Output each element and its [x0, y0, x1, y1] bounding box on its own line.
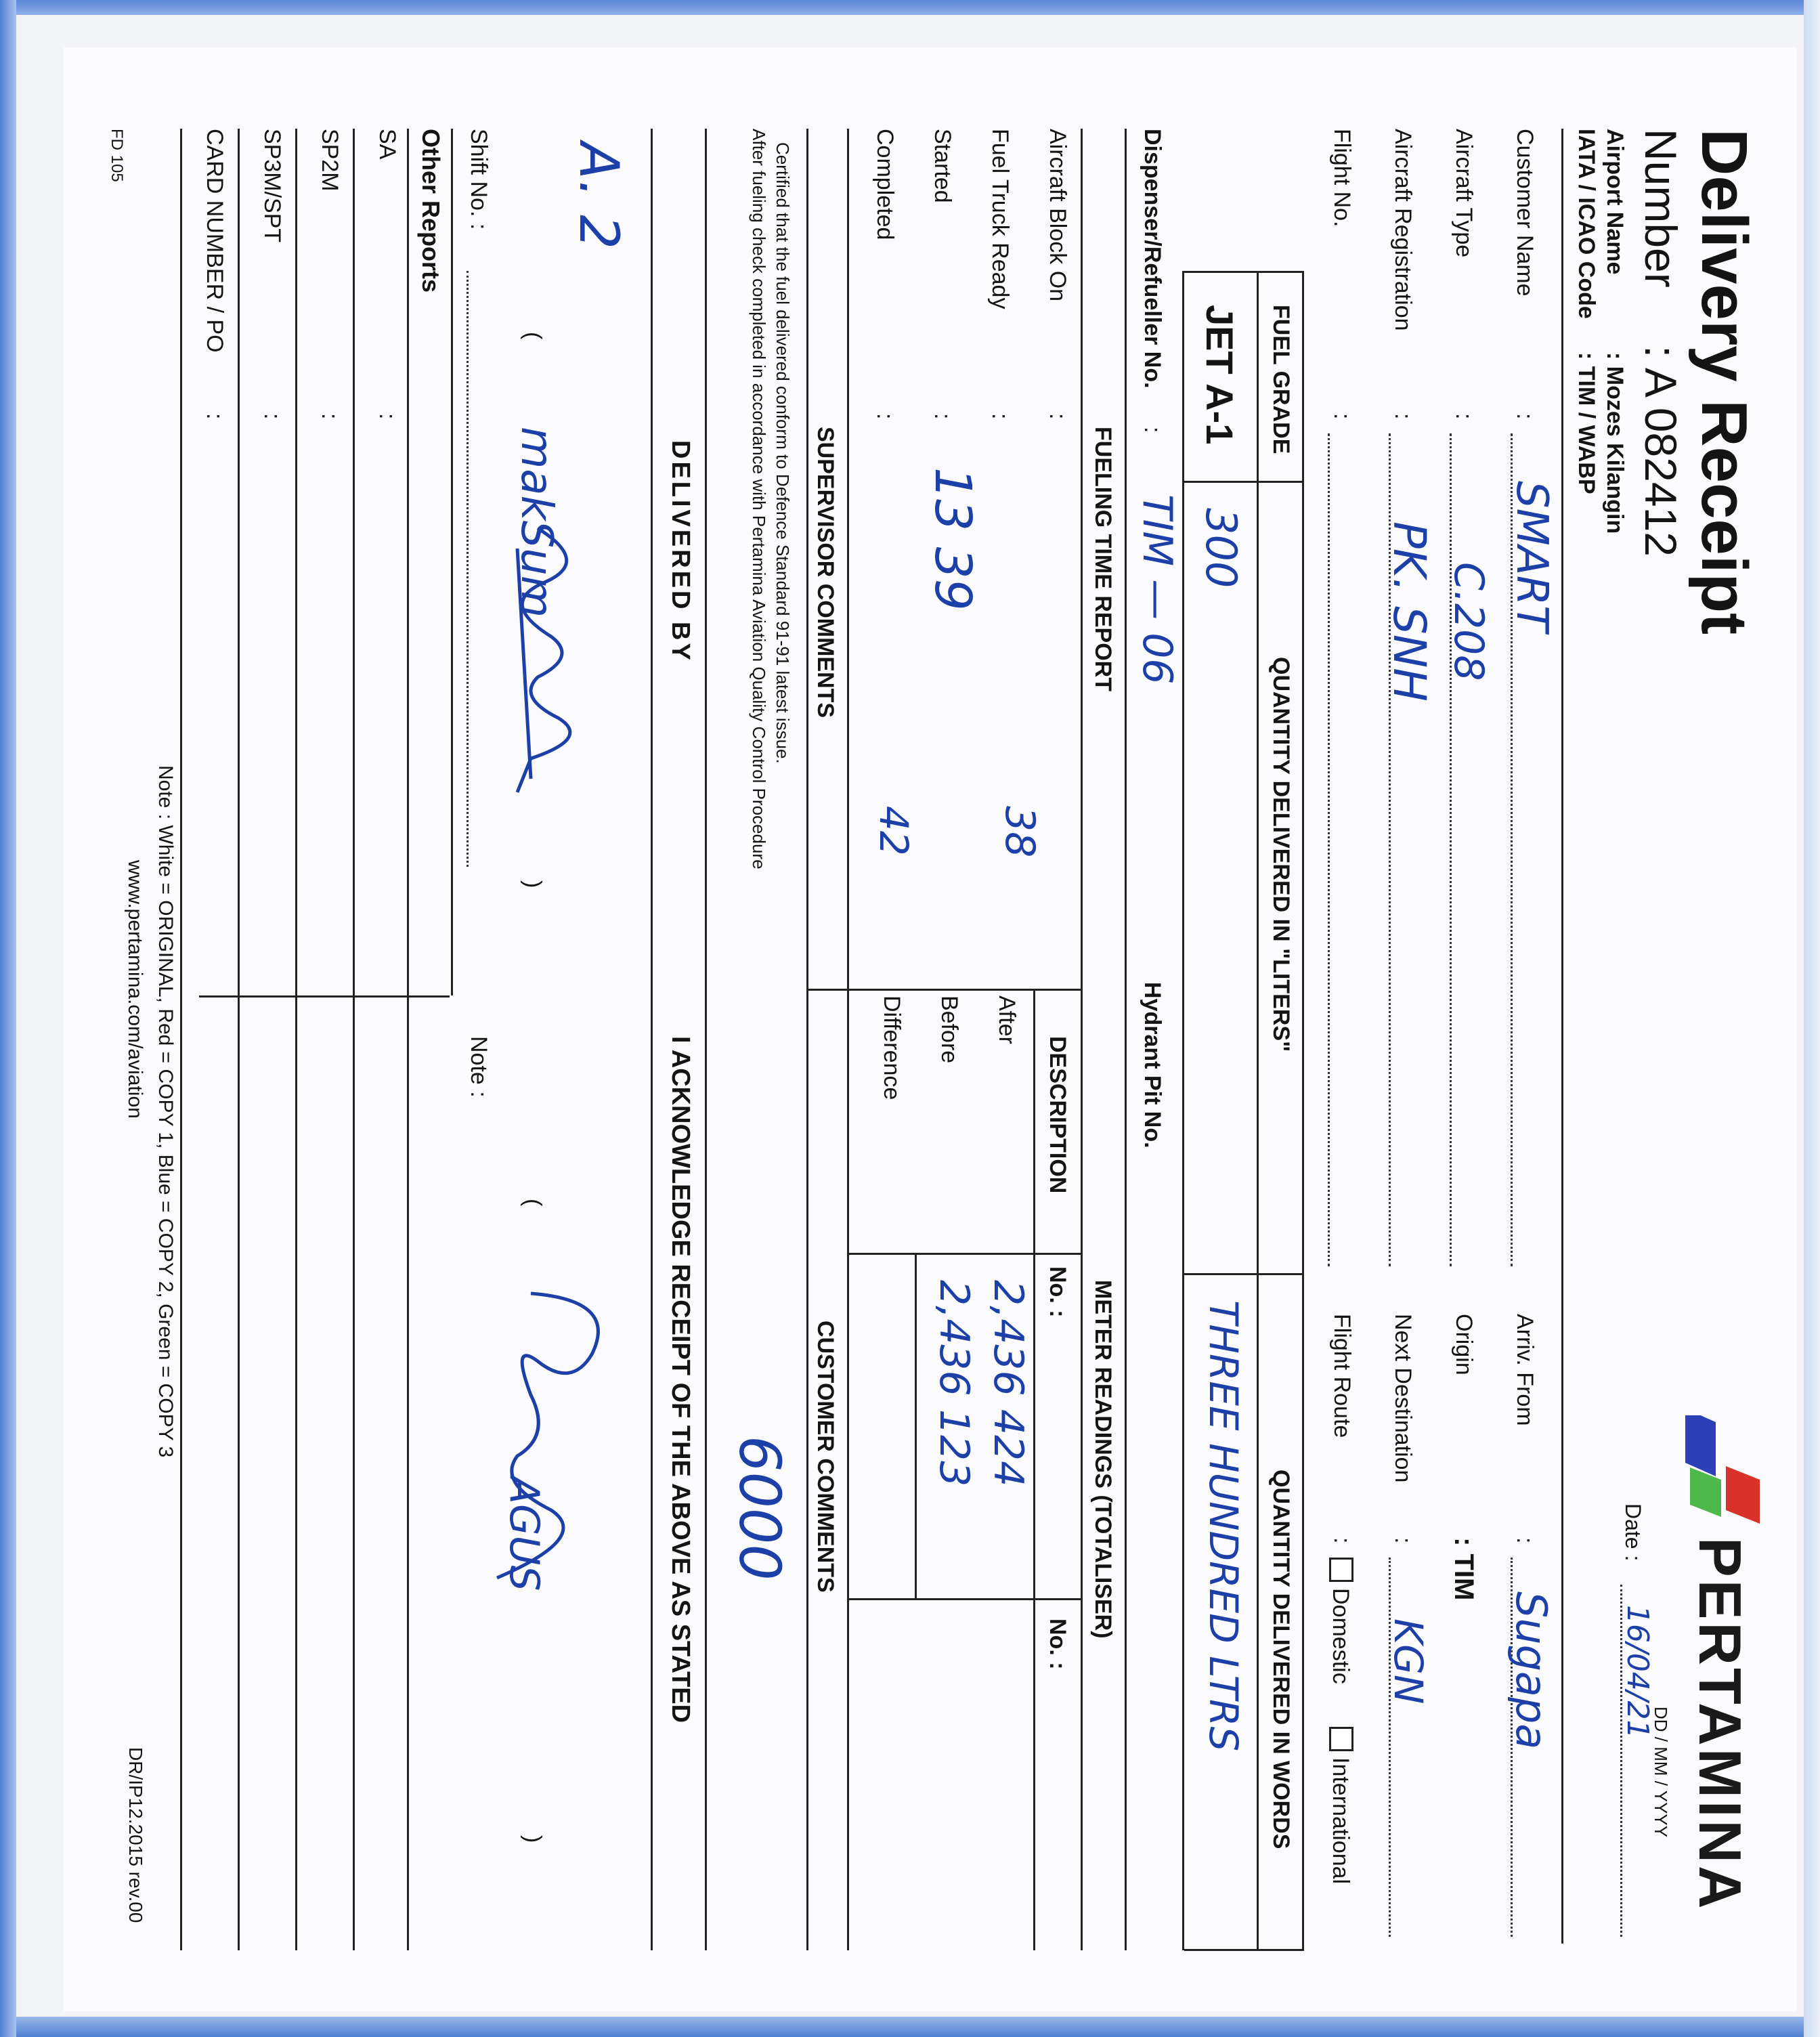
international-label: International — [1328, 1757, 1353, 1885]
delivered-by-name: makSum — [511, 427, 561, 618]
delivered-by-title: DELIVERED BY — [666, 440, 695, 663]
number-value: : A 082412 — [1636, 345, 1686, 557]
pad-edge-left — [0, 0, 16, 2037]
customer-name-colon: : — [1512, 413, 1538, 420]
next-destination-colon: : — [1390, 1537, 1416, 1544]
next-destination-value: KGN — [1385, 1618, 1431, 1704]
next-destination-label: Next Destination — [1390, 1314, 1416, 1483]
pad-edge-bottom — [0, 2017, 1820, 2037]
hydrant-pit-label: Hydrant Pit No. — [1140, 982, 1165, 1149]
form-code: FD 105 — [108, 129, 126, 182]
fueling-row-colon: : — [930, 413, 955, 420]
acknowledge-name: AGUS — [500, 1476, 548, 1591]
next-destination-line — [1389, 1558, 1391, 1937]
fuel-grade-label: FUEL GRADE — [1268, 305, 1294, 454]
ack-note-label: Note : — [466, 1036, 492, 1098]
other-reports-top-rule — [451, 129, 453, 995]
fueling-row-label: Fuel Truck Ready — [987, 129, 1013, 309]
ack-close-paren: ) — [520, 1835, 546, 1843]
flight-no-line[interactable] — [1328, 433, 1330, 1266]
meter-description-header: DESCRIPTION — [1045, 1036, 1070, 1194]
report-row-rule — [180, 129, 182, 1950]
date-label: Date : — [1621, 1503, 1645, 1562]
pad-edge-top — [0, 0, 1820, 15]
open-paren: ( — [520, 332, 546, 340]
brand-name: PERTAMINA — [1687, 1537, 1754, 1912]
customer-comments-title: CUSTOMER COMMENTS — [812, 1321, 838, 1593]
airport-name-value: : Mozes Kilangin — [1602, 352, 1628, 534]
fueling-row-label: Completed — [872, 129, 898, 240]
aircraft-registration-colon: : — [1390, 413, 1416, 420]
number-label: Number — [1636, 129, 1686, 288]
shift-no-label: Shift No. : — [466, 129, 492, 230]
dispenser-colon: : — [1140, 427, 1165, 433]
report-row-colon: : — [259, 413, 285, 420]
customer-comments-value: 6000 — [727, 1436, 793, 1581]
supervisor-comments-title: SUPERVISOR COMMENTS — [812, 427, 838, 719]
flight-route-label: Flight Route — [1329, 1314, 1355, 1438]
aircraft-registration-value: PK. SNH — [1383, 521, 1435, 702]
fuel-col-divider-1 — [1184, 481, 1304, 483]
qty-liters-value: 300 — [1196, 508, 1246, 588]
customer-name-label: Customer Name — [1512, 129, 1538, 297]
revision-code: DR/IP12.2015 rev.00 — [125, 1747, 146, 1923]
report-row-label: SP3M/SPT — [259, 129, 285, 243]
fueling-row-colon: : — [987, 413, 1013, 420]
report-row-label: SA — [374, 129, 400, 160]
pad-edge-right — [1804, 0, 1820, 2037]
qty-words-value: THREE HUNDRED LTRS — [1200, 1300, 1247, 1752]
acknowledge-title: I ACKNOWLEDGE RECEIPT OF THE ABOVE AS STATED — [666, 1036, 695, 1723]
comments-header-rule — [806, 129, 808, 1950]
fuel-grade-value: JET A-1 — [1198, 305, 1241, 445]
report-row-rule — [295, 129, 297, 1950]
iata-icao-label: IATA / ICAO Code — [1574, 129, 1599, 319]
aircraft-type-value: C.208 — [1445, 562, 1492, 681]
fuel-section-top-rule — [1302, 271, 1304, 1950]
meter-no-header: No. : — [1045, 1266, 1070, 1318]
report-row-label: SP2M — [317, 129, 343, 192]
arriv-from-value: Sugapa — [1507, 1591, 1556, 1750]
origin-label: Origin — [1451, 1314, 1477, 1375]
date-value: 16/04/21 — [1620, 1605, 1655, 1739]
fuel-value-rule — [1182, 271, 1184, 1950]
meter-row-label: Difference — [879, 995, 905, 1100]
handwritten-initials: A. 2 — [567, 142, 630, 249]
comments-top-rule — [847, 129, 849, 1950]
qty-words-label: QUANTITY DELIVERED IN WORDS — [1268, 1470, 1294, 1849]
report-row-colon: : — [202, 413, 228, 420]
meter-col-divider-1 — [849, 1253, 1083, 1255]
meter-row-label: Before — [936, 995, 962, 1064]
time-section-header-rule — [1081, 129, 1083, 1950]
report-row-colon: : — [317, 413, 343, 420]
other-reports-header-rule — [407, 129, 409, 1950]
time-section-top-rule — [1125, 129, 1127, 1950]
delivered-top-rule — [705, 129, 707, 1950]
arriv-from-label: Arriv. From — [1512, 1314, 1538, 1426]
fueling-row-value: 13 39 — [924, 467, 982, 611]
website: www.pertamina.com/aviation — [124, 860, 146, 1119]
fuel-col-divider-right — [1184, 1949, 1304, 1951]
fueling-row-colon: : — [1045, 413, 1070, 420]
delivery-receipt-sheet — [64, 47, 1797, 2011]
aircraft-registration-label: Aircraft Registration — [1390, 129, 1416, 331]
meter-title: METER READINGS (TOTALISER) — [1090, 1280, 1116, 1639]
fueling-row-label: Started — [930, 129, 955, 203]
fuel-col-divider-left — [1184, 271, 1304, 273]
meter-row-value: 2,436 424 — [984, 1280, 1032, 1487]
other-reports-title: Other Reports — [417, 129, 445, 293]
flight-no-colon: : — [1329, 413, 1355, 420]
receipt-title: Delivery Receipt — [1688, 129, 1760, 635]
ack-open-paren: ( — [520, 1199, 546, 1207]
pertamina-logo-icon — [1682, 1415, 1763, 1530]
report-row-colon: : — [374, 413, 400, 420]
iata-icao-value: : TIM / WABP — [1574, 352, 1599, 494]
domestic-checkbox[interactable] — [1329, 1558, 1353, 1582]
date-format: DD / MM / YYYY — [1651, 1707, 1671, 1838]
report-row-label: CARD NUMBER / PO — [202, 129, 228, 353]
meter-row-label: After — [994, 995, 1020, 1044]
time-meter-divider — [849, 989, 1083, 991]
certified-text-line2: After fueling check completed in accordance with Pertamina Aviation Quality Control Procedure — [749, 129, 769, 870]
shift-no-line[interactable] — [467, 271, 469, 867]
report-row-rule — [353, 129, 355, 1950]
flight-info-top-rule — [1561, 129, 1563, 1944]
close-paren: ) — [520, 880, 546, 888]
domestic-label: Domestic — [1328, 1588, 1353, 1684]
meter-difference-rule — [915, 1253, 917, 1598]
fuel-header-rule — [1257, 271, 1259, 1950]
aircraft-type-label: Aircraft Type — [1451, 129, 1477, 258]
fueling-row-colon: : — [872, 413, 898, 420]
lower-divider — [199, 995, 450, 998]
comments-divider — [808, 989, 849, 991]
fueling-row-value: 38 — [996, 806, 1043, 858]
meter-row-value: 2,436 123 — [930, 1280, 978, 1487]
copy-note: Note : White = ORIGINAL, Red = COPY 1, Blue = COPY 2, Green = COPY 3 — [154, 765, 177, 1458]
aircraft-type-colon: : — [1451, 413, 1477, 420]
fueling-time-title: FUELING TIME REPORT — [1090, 427, 1116, 691]
meter-no-header: No. : — [1045, 1618, 1070, 1670]
origin-value: : TIM — [1449, 1537, 1479, 1601]
fuel-col-divider-2 — [1184, 1273, 1304, 1275]
customer-name-value: SMART — [1507, 481, 1557, 632]
fueling-row-label: Aircraft Block On — [1045, 129, 1070, 302]
report-row-rule — [238, 129, 240, 1950]
arriv-from-colon: : — [1512, 1537, 1538, 1544]
fueling-row-value: 42 — [871, 806, 917, 856]
dispenser-value: TIM — 06 — [1133, 494, 1181, 685]
airport-name-label: Airport Name — [1602, 129, 1628, 275]
delivered-header-rule — [651, 129, 653, 1950]
meter-header-rule — [1033, 989, 1035, 1950]
international-checkbox[interactable] — [1329, 1727, 1353, 1751]
flight-route-colon: : — [1329, 1537, 1355, 1544]
qty-liters-label: QUANTITY DELIVERED IN "LITERS" — [1268, 657, 1294, 1052]
flight-no-label: Flight No. — [1329, 129, 1355, 228]
meter-col-divider-2 — [849, 1598, 1083, 1600]
aircraft-type-line — [1450, 433, 1452, 1266]
dispenser-label: Dispenser/Refueller No. — [1140, 129, 1165, 389]
certified-text-line1: Certified that the fuel delivered conform to Defence Standard 91-91 latest issue. — [773, 142, 793, 764]
